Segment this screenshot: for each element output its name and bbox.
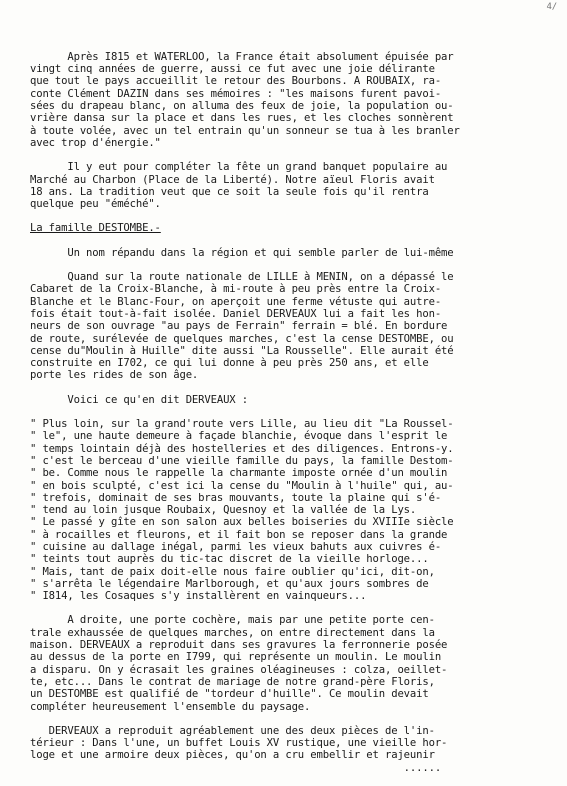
text-line: " Plus loin, sur la grand'route vers Lille, au lieu dit "La Roussel- [30, 418, 454, 431]
quotation-block [30, 418, 557, 602]
paragraph-gap [30, 210, 557, 222]
text-line: cense du"Moulin à Huille" dite aussi "La Rousselle". Elle aurait été [30, 344, 454, 357]
text-line: construite en I702, ce qui lui donne à peu près 250 ans, et elle [30, 357, 429, 370]
text-line: Il y eut pour compléter la fête un grand banquet populaire au [30, 161, 448, 174]
text-line: " le", une haute demeure à façade blanchie, évoque dans l'esprit le [30, 430, 448, 443]
text-line: vingt cinq années de guerre, aussi ce fut avec une joie délirante [30, 63, 435, 76]
text-line: au dessus de la porte en I799, qui représente un moulin. Le moulin [30, 651, 442, 664]
section-heading: La famille DESTOMBE.- [30, 222, 161, 235]
text-line: quelque peu "éméché". [30, 198, 161, 211]
document-body [30, 51, 557, 774]
text-line: " s'arrêta le légendaire Marlborough, et qu'aux jours sombres de [30, 577, 429, 590]
paragraph [30, 51, 557, 149]
text-line: trale exhaussée de quelques marches, on entre directement dans la [30, 626, 435, 639]
paragraph [30, 614, 557, 712]
paragraph-gap [30, 406, 557, 418]
text-line: " tend au loin jusque Roubaix, Quesnoy et la vallée de la Lys. [30, 504, 417, 517]
text-line: à toute volée, avec un tel entrain qu'un sonneur se tua à les branler [30, 124, 460, 137]
text-line: que tout le pays accueillit le retour des Bourbons. A ROUBAIX, ra- [30, 75, 442, 88]
text-line: avec trop d'énergie." [30, 136, 161, 149]
text-line: " cuisine au dallage inégal, parmi les vieux bahuts aux cuivres é- [30, 540, 442, 553]
text-line: un DESTOMBE est qualifié de "tordeur d'huille". Ce moulin devait [30, 688, 429, 701]
paragraph-gap [30, 235, 557, 247]
text-line: " I814, les Cosaques s'y installèrent en vainqueurs... [30, 590, 367, 603]
text-line: conte Clément DAZIN dans ses mémoires : "les maisons furent pavoi- [30, 87, 442, 100]
text-line: Quand sur la route nationale de LILLE à MENIN, on a dépassé le [30, 271, 454, 284]
paragraph-gap [30, 602, 557, 614]
paragraph [30, 394, 557, 406]
text-line: sées du drapeau blanc, on alluma des feux de joie, la population ou- [30, 100, 454, 113]
paragraph [30, 161, 557, 210]
text-line: neurs de son ouvrage "au pays de Ferrain" ferrain = blé. En bordure [30, 320, 448, 333]
text-line: " Mais, tant de paix doit-elle nous faire oublier qu'ici, dit-on, [30, 565, 435, 578]
paragraph [30, 247, 557, 259]
text-line: " à rocailles et fleurons, et il fait bon se reposer dans la grande [30, 528, 448, 541]
text-line: térieur : Dans l'une, un buffet Louis XV rustique, une vieille hor- [30, 737, 448, 750]
text-line: vrière dansa sur la place et dans les rues, et les cloches sonnèrent [30, 112, 454, 125]
text-line: A droite, une porte cochère, mais par une petite porte cen- [30, 614, 435, 627]
text-line: Après I815 et WATERLOO, la France était absolument épuisée par [30, 50, 454, 63]
text-line: 18 ans. La tradition veut que ce soit la seule fois qu'il rentra [30, 185, 429, 198]
text-line: fois était tout-à-fait isolée. Daniel DERVEAUX lui a fait les hon- [30, 307, 442, 320]
text-line: " en bois sculpté, c'est ici la cense du "Moulin à l'huile" qui, au- [30, 479, 454, 492]
text-line: DERVEAUX a reproduit agréablement une des deux pièces de l'in- [30, 724, 435, 737]
text-line: " Le passé y gîte en son salon aux belles boiseries du XVIIIe siècle [30, 516, 454, 529]
text-line: " teints tout auprès du tic-tac discret de la vieille horloge... [30, 553, 429, 566]
text-line: ...... [30, 761, 442, 774]
text-line: Marché au Charbon (Place de la Liberté). Notre aïeul Floris avait [30, 173, 435, 186]
text-line: " trefois, dominait de ses bras mouvants, toute la plaine qui s'é- [30, 491, 442, 504]
text-line: " temps lointain déjà des hostelleries et des diligences. Entrons-y. [30, 442, 454, 455]
text-line: Un nom répandu dans la région et qui semble parler de lui-même [30, 246, 454, 259]
paragraph [30, 725, 557, 774]
text-line: a disparu. On y écrasait les graines oléagineuses : colza, oeillet- [30, 663, 448, 676]
text-line: compléter heureusement l'ensemble du paysage. [30, 700, 311, 713]
text-line: " c'est le berceau d'une vieille famille du pays, la famille Destom- [30, 454, 454, 467]
text-line: porte les rides de son âge. [30, 369, 199, 382]
text-line: loge et une armoire deux pièces, qu'on a cru embellir et rajeunir [30, 749, 435, 762]
text-line: Voici ce qu'en dit DERVEAUX : [30, 393, 248, 406]
paragraph-gap [30, 713, 557, 725]
text-line: te, etc... Dans le contrat de mariage de notre grand-père Floris, [30, 675, 435, 688]
text-line: Blanche et le Blanc-Four, on aperçoit une ferme vétuste qui autre- [30, 295, 442, 308]
text-line: de route, surélevée de quelques marches, c'est la cense DESTOMBE, ou [30, 332, 454, 345]
text-line: " be. Comme nous le rappelle la charmante imposte ornée d'un moulin [30, 467, 448, 480]
paragraph-gap [30, 259, 557, 271]
page-mark: 4/ [546, 2, 557, 12]
paragraph [30, 271, 557, 382]
text-line: Cabaret de la Croix-Blanche, à mi-route à peu près entre la Croix- [30, 283, 442, 296]
paragraph-gap [30, 382, 557, 394]
paragraph-gap [30, 149, 557, 161]
text-line: maison. DERVEAUX a reproduit dans ses gravures la ferronnerie posée [30, 639, 448, 652]
